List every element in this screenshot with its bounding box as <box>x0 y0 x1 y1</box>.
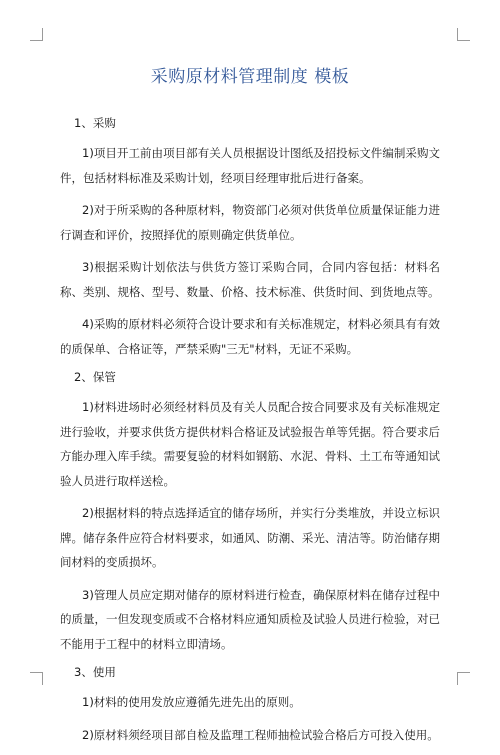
document-title: 采购原材料管理制度 模板 <box>150 67 350 87</box>
paragraph: 1)材料进场时必须经材料员及有关人员配合按合同要求及有关标准规定进行验收，并要求供货方提供材料合格证及试验报告单等凭据。符合要求后方能办理入库手续。需要复验的材料如钢筋、水泥、骨料、土工布等通知试验人员进行取样送检。 <box>60 400 440 488</box>
paragraph: 2)对于所采购的各种原材料，物资部门必须对供货单位质量保证能力进行调查和评价，按照择优的原则确定供货单位。 <box>60 203 440 242</box>
crop-mark-bottom-left <box>30 672 43 685</box>
paragraph: 1)材料的使用发放应遵循先进先出的原则。 <box>82 695 301 709</box>
section-purchase <box>60 115 440 361</box>
paragraph: 2)原材料须经项目部自检及监理工程师抽检试验合格后方可投入使用。 <box>82 727 439 742</box>
paragraph: 3)根据采购计划依法与供货方签订采购合同，合同内容包括：材料名称、类别、规格、型号、数量、价格、技术标准、供货时间、到货地点等。 <box>60 260 440 299</box>
section-heading: 2、保管 <box>74 370 116 384</box>
crop-mark-top-left <box>30 28 43 41</box>
paragraph: 4)采购的原材料必须符合设计要求和有关标准规定，材料必须具有有效的质保单、合格证等，严禁采购"三无"材料，无证不采购。 <box>60 317 440 356</box>
document-page <box>60 62 440 755</box>
section-heading: 3、使用 <box>74 665 116 679</box>
section-heading: 1、采购 <box>74 116 116 130</box>
paragraph: 2)根据材料的特点选择适宜的储存场所，并实行分类堆放，并设立标识牌。储存条件应符合材料要求，如通风、防潮、采光、清洁等。防治储存期间材料的变质损坏。 <box>60 506 440 569</box>
section-storage <box>60 369 440 656</box>
paragraph: 1)项目开工前由项目部有关人员根据设计图纸及招投标文件编制采购文件，包括材料标准及采购计划，经项目经理审批后进行备案。 <box>60 146 440 185</box>
paragraph: 3)管理人员应定期对储存的原材料进行检查，确保原材料在储存过程中的质量，一但发现变质或不合格材料应通知质检及试验人员进行检验，对已不能用于工程中的材料立即清场。 <box>60 587 440 651</box>
section-usage <box>60 664 440 747</box>
crop-mark-top-right <box>457 28 470 41</box>
crop-mark-bottom-right <box>457 672 470 685</box>
